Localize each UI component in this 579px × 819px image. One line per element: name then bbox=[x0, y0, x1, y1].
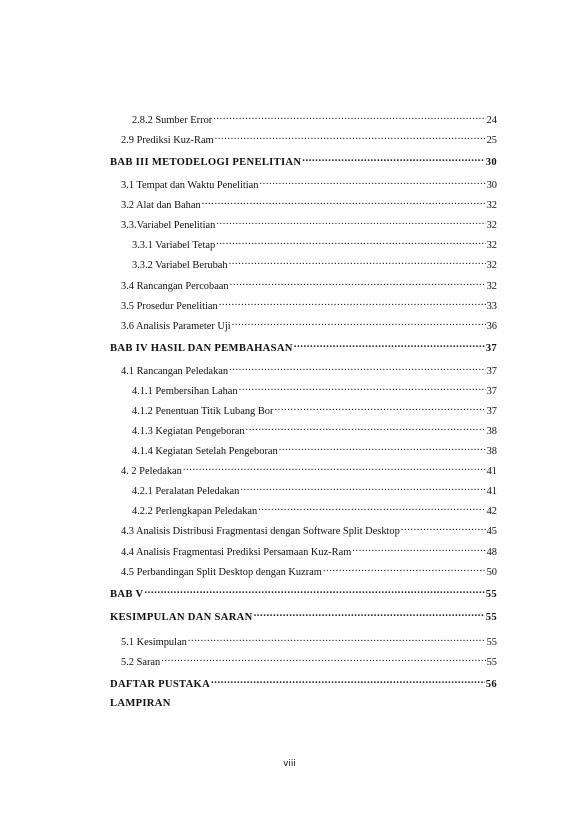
toc-entry-page: 32 bbox=[486, 220, 497, 231]
toc-dot-leader bbox=[229, 255, 486, 268]
toc-entry bbox=[132, 381, 497, 398]
toc-entry bbox=[121, 296, 497, 313]
toc-dot-leader bbox=[254, 607, 485, 620]
toc-entry-title: 3.3.2 Variabel Berubah bbox=[132, 260, 228, 271]
toc-entry bbox=[132, 255, 497, 272]
toc-dot-leader bbox=[188, 632, 486, 645]
toc-dot-leader bbox=[213, 110, 485, 123]
toc-entry bbox=[121, 562, 497, 579]
toc-chapter-entry bbox=[110, 674, 497, 691]
toc-dot-leader bbox=[215, 130, 486, 143]
toc-chapter-entry bbox=[110, 607, 497, 624]
toc-entry-page: 55 bbox=[485, 612, 497, 623]
toc-entry bbox=[121, 130, 497, 147]
toc-entry-title: 3.6 Analisis Parameter Uji bbox=[121, 321, 231, 332]
toc-entry bbox=[121, 175, 497, 192]
toc-entry-page: 50 bbox=[486, 567, 497, 578]
toc-entry-title: 4.1.4 Kegiatan Setelah Pengeboran bbox=[132, 446, 278, 457]
toc-entry-page: 32 bbox=[486, 281, 497, 292]
toc-entry-title: 4.4 Analisis Fragmentasi Prediksi Persamaan Kuz-Ram bbox=[121, 547, 352, 558]
toc-entry bbox=[121, 652, 497, 669]
toc-entry-title: 4.3 Analisis Distribusi Fragmentasi dengan Software Split Desktop bbox=[121, 526, 400, 537]
toc-entry-title: 3.3.Variabel Penelitian bbox=[121, 220, 216, 231]
toc-entry bbox=[132, 401, 497, 418]
toc-entry bbox=[132, 110, 497, 127]
toc-entry-page: 45 bbox=[486, 526, 497, 537]
toc-dot-leader bbox=[216, 215, 485, 228]
toc-chapter-entry bbox=[110, 152, 497, 169]
toc-entry-page: 38 bbox=[486, 446, 497, 457]
toc-entry bbox=[121, 316, 497, 333]
toc-entry-title: 3.2 Alat dan Bahan bbox=[121, 200, 201, 211]
toc-dot-leader bbox=[239, 381, 486, 394]
toc-entry-page: 55 bbox=[486, 637, 497, 648]
toc-entry bbox=[121, 632, 497, 649]
toc-entry-page: 32 bbox=[486, 200, 497, 211]
toc-dot-leader bbox=[216, 235, 485, 248]
toc-entry-page: 41 bbox=[486, 486, 497, 497]
toc-entry bbox=[132, 501, 497, 518]
toc-dot-leader bbox=[259, 175, 485, 188]
toc-entry-title: 4.1.2 Penentuan Titik Lubang Bor bbox=[132, 406, 274, 417]
toc-chapter-entry bbox=[110, 584, 497, 601]
toc-entry-title: 4.1.1 Pembersihan Lahan bbox=[132, 386, 238, 397]
toc-entry bbox=[121, 276, 497, 293]
toc-entry-page: 32 bbox=[486, 240, 497, 251]
toc-entry-title: 4.1.3 Kegiatan Pengeboran bbox=[132, 426, 245, 437]
toc-entry-title: 3.3.1 Variabel Tetap bbox=[132, 240, 216, 251]
toc-entry-title: 2.8.2 Sumber Error bbox=[132, 115, 213, 126]
toc-dot-leader bbox=[183, 461, 486, 474]
toc-entry-title: 4.1 Rancangan Peledakan bbox=[121, 366, 229, 377]
toc-entry-page: 36 bbox=[486, 321, 497, 332]
toc-entry-page: 37 bbox=[486, 406, 497, 417]
toc-entry-title: 5.1 Kesimpulan bbox=[121, 637, 187, 648]
toc-entry-title: 2.9 Prediksi Kuz-Ram bbox=[121, 135, 214, 146]
toc-entry-page: 42 bbox=[486, 506, 497, 517]
toc-entry-title: BAB III METODELOGI PENELITIAN bbox=[110, 157, 302, 168]
toc-entry-title: DAFTAR PUSTAKA bbox=[110, 679, 211, 690]
toc-entry-page: 24 bbox=[486, 115, 497, 126]
toc-entry-title: 4.2.1 Peralatan Peledakan bbox=[132, 486, 240, 497]
toc-entry-title: 4. 2 Peledakan bbox=[121, 466, 182, 477]
toc-dot-leader bbox=[240, 481, 485, 494]
toc-entry-page: 37 bbox=[485, 343, 497, 354]
toc-dot-leader bbox=[229, 361, 486, 374]
toc-entry-page: 25 bbox=[486, 135, 497, 146]
toc-entry bbox=[132, 441, 497, 458]
toc-chapter-entry bbox=[110, 697, 171, 710]
toc-entry-page: 48 bbox=[486, 547, 497, 558]
toc-entry bbox=[121, 521, 497, 538]
toc-dot-leader bbox=[323, 562, 486, 575]
toc-entry-title: 3.1 Tempat dan Waktu Penelitian bbox=[121, 180, 259, 191]
toc-dot-leader bbox=[202, 195, 486, 208]
toc-dot-leader bbox=[230, 276, 486, 289]
toc-dot-leader bbox=[279, 441, 486, 454]
toc-dot-leader bbox=[219, 296, 486, 309]
toc-dot-leader bbox=[161, 652, 485, 665]
toc-entry-page: 30 bbox=[486, 180, 497, 191]
toc-entry-title: KESIMPULAN DAN SARAN bbox=[110, 612, 253, 623]
toc-entry bbox=[121, 195, 497, 212]
toc-entry-title: 4.2.2 Perlengkapan Peledakan bbox=[132, 506, 258, 517]
toc-entry-title: 4.5 Perbandingan Split Desktop dengan Kuzram bbox=[121, 567, 322, 578]
toc-entry-page: 33 bbox=[486, 301, 497, 312]
toc-entry-title: 3.4 Rancangan Percobaan bbox=[121, 281, 229, 292]
toc-dot-leader bbox=[302, 152, 485, 165]
toc-chapter-entry bbox=[110, 338, 497, 355]
toc-entry bbox=[121, 361, 497, 378]
toc-entry bbox=[132, 235, 497, 252]
toc-entry bbox=[132, 481, 497, 498]
toc-entry-title: BAB V bbox=[110, 589, 144, 600]
toc-entry-title: LAMPIRAN bbox=[110, 698, 171, 709]
toc-entry-page: 37 bbox=[486, 366, 497, 377]
toc-entry-page: 30 bbox=[485, 157, 497, 168]
toc-dot-leader bbox=[274, 401, 485, 414]
toc-dot-leader bbox=[246, 421, 486, 434]
toc-entry-page: 37 bbox=[486, 386, 497, 397]
toc-entry-page: 32 bbox=[486, 260, 497, 271]
toc-entry-title: 3.5 Prosedur Penelitian bbox=[121, 301, 218, 312]
toc-dot-leader bbox=[352, 542, 485, 555]
toc-entry bbox=[121, 461, 497, 478]
toc-entry-title: BAB IV HASIL DAN PEMBAHASAN bbox=[110, 343, 293, 354]
toc-entry-page: 56 bbox=[485, 679, 497, 690]
toc-entry bbox=[132, 421, 497, 438]
toc-dot-leader bbox=[294, 338, 485, 351]
toc-entry-title: 5.2 Saran bbox=[121, 657, 161, 668]
toc-entry-page: 55 bbox=[485, 589, 497, 600]
toc-dot-leader bbox=[144, 584, 484, 597]
toc-dot-leader bbox=[401, 521, 486, 534]
page-number: viii bbox=[283, 759, 296, 769]
toc-entry-page: 38 bbox=[486, 426, 497, 437]
toc-entry-page: 55 bbox=[486, 657, 497, 668]
toc-dot-leader bbox=[232, 316, 486, 329]
toc-entry bbox=[121, 542, 497, 559]
toc-entry bbox=[121, 215, 497, 232]
toc-dot-leader bbox=[258, 501, 485, 514]
toc-dot-leader bbox=[211, 674, 485, 687]
toc-entry-page: 41 bbox=[486, 466, 497, 477]
